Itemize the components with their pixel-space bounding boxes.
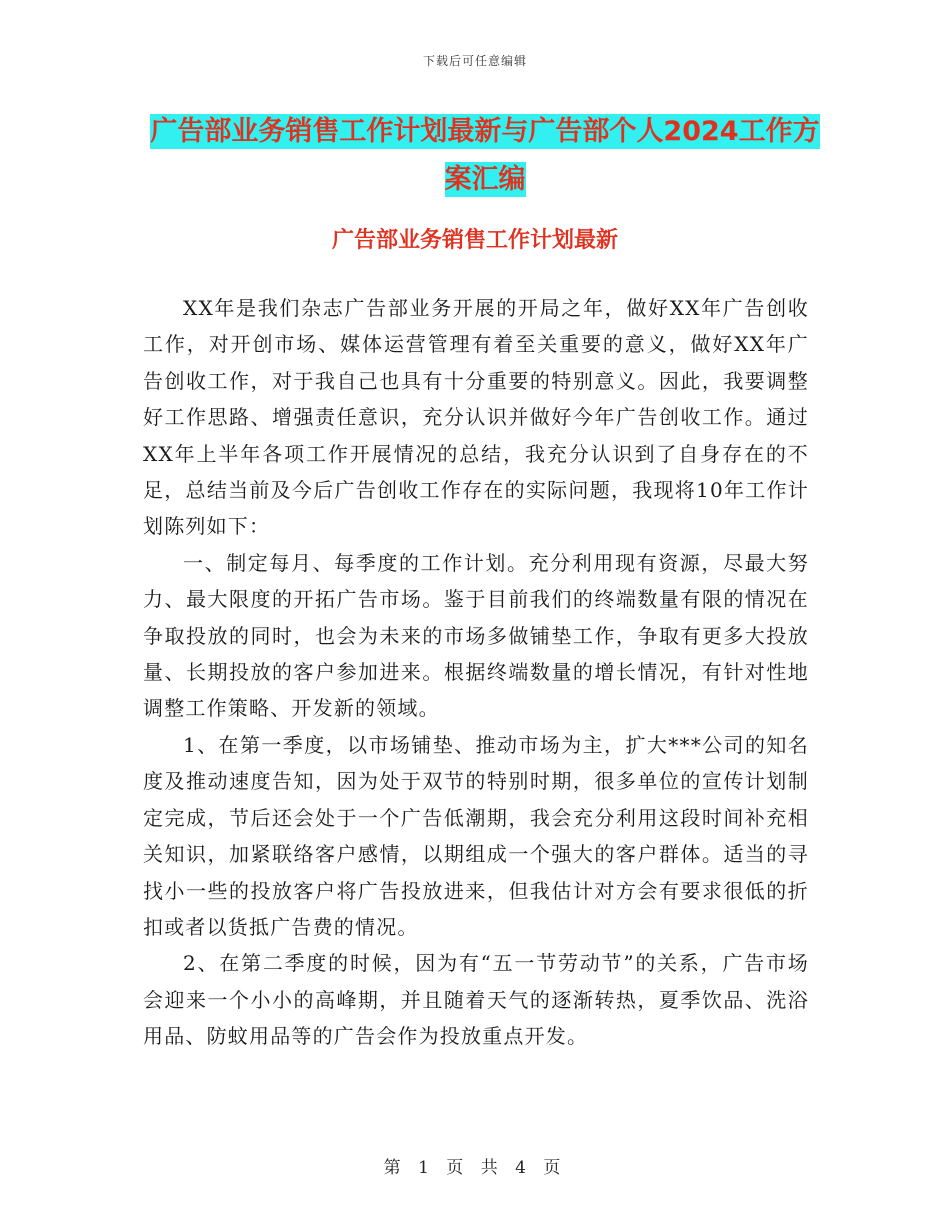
- header-note: 下载后可任意编辑: [422, 54, 527, 68]
- paragraph: XX年是我们杂志广告部业务开展的开局之年，做好XX年广告创收工作，对开创市场、媒体运营管理有着至关重要的意义，做好XX年广告创收工作，对于我自己也具有十分重要的特别意义。因此，我要调整好工作思路、增强责任意识，充分认识并做好今年广告创收工作。通过XX年上半年各项工作开展情况的总结，我充分认识到了自身存在的不足，总结当前及今后广告创收工作存在的实际问题，我现将10年工作计划陈列如下：: [143, 296, 809, 539]
- document-body: [143, 290, 809, 1055]
- paragraph: 一、制定每月、每季度的工作计划。充分利用现有资源，尽最大努力、最大限度的开拓广告市场。鉴于目前我们的终端数量有限的情况在争取投放的同时，也会为未来的市场多做铺垫工作，争取有更多大投放量、长期投放的客户参加进来。根据终端数量的增长情况，有针对性地调整工作策略、开发新的领域。: [143, 550, 809, 721]
- page-footer: 第 1 页 共 4 页: [383, 1158, 567, 1178]
- document-title-text: 广告部业务销售工作计划最新与广告部个人2024工作方案汇编: [150, 116, 820, 195]
- section-title: 广告部业务销售工作计划最新: [331, 228, 618, 253]
- document-title: [140, 108, 830, 204]
- paragraph: 1、在第一季度，以市场铺垫、推动市场为主，扩大***公司的知名度及推动速度告知，因为处于双节的特别时期，很多单位的宣传计划制定完成，节后还会处于一个广告低潮期，我会充分利用这段时间补充相关知识，加紧联络客户感情，以期组成一个强大的客户群体。适当的寻找小一些的投放客户将广告投放进来，但我估计对方会有要求很低的折扣或者以货抵广告费的情况。: [143, 732, 809, 939]
- paragraph: 2、在第二季度的时候，因为有“五一节劳动节”的关系，广告市场会迎来一个小小的高峰期，并且随着天气的逐渐转热，夏季饮品、洗浴用品、防蚊用品等的广告会作为投放重点开发。: [143, 951, 809, 1049]
